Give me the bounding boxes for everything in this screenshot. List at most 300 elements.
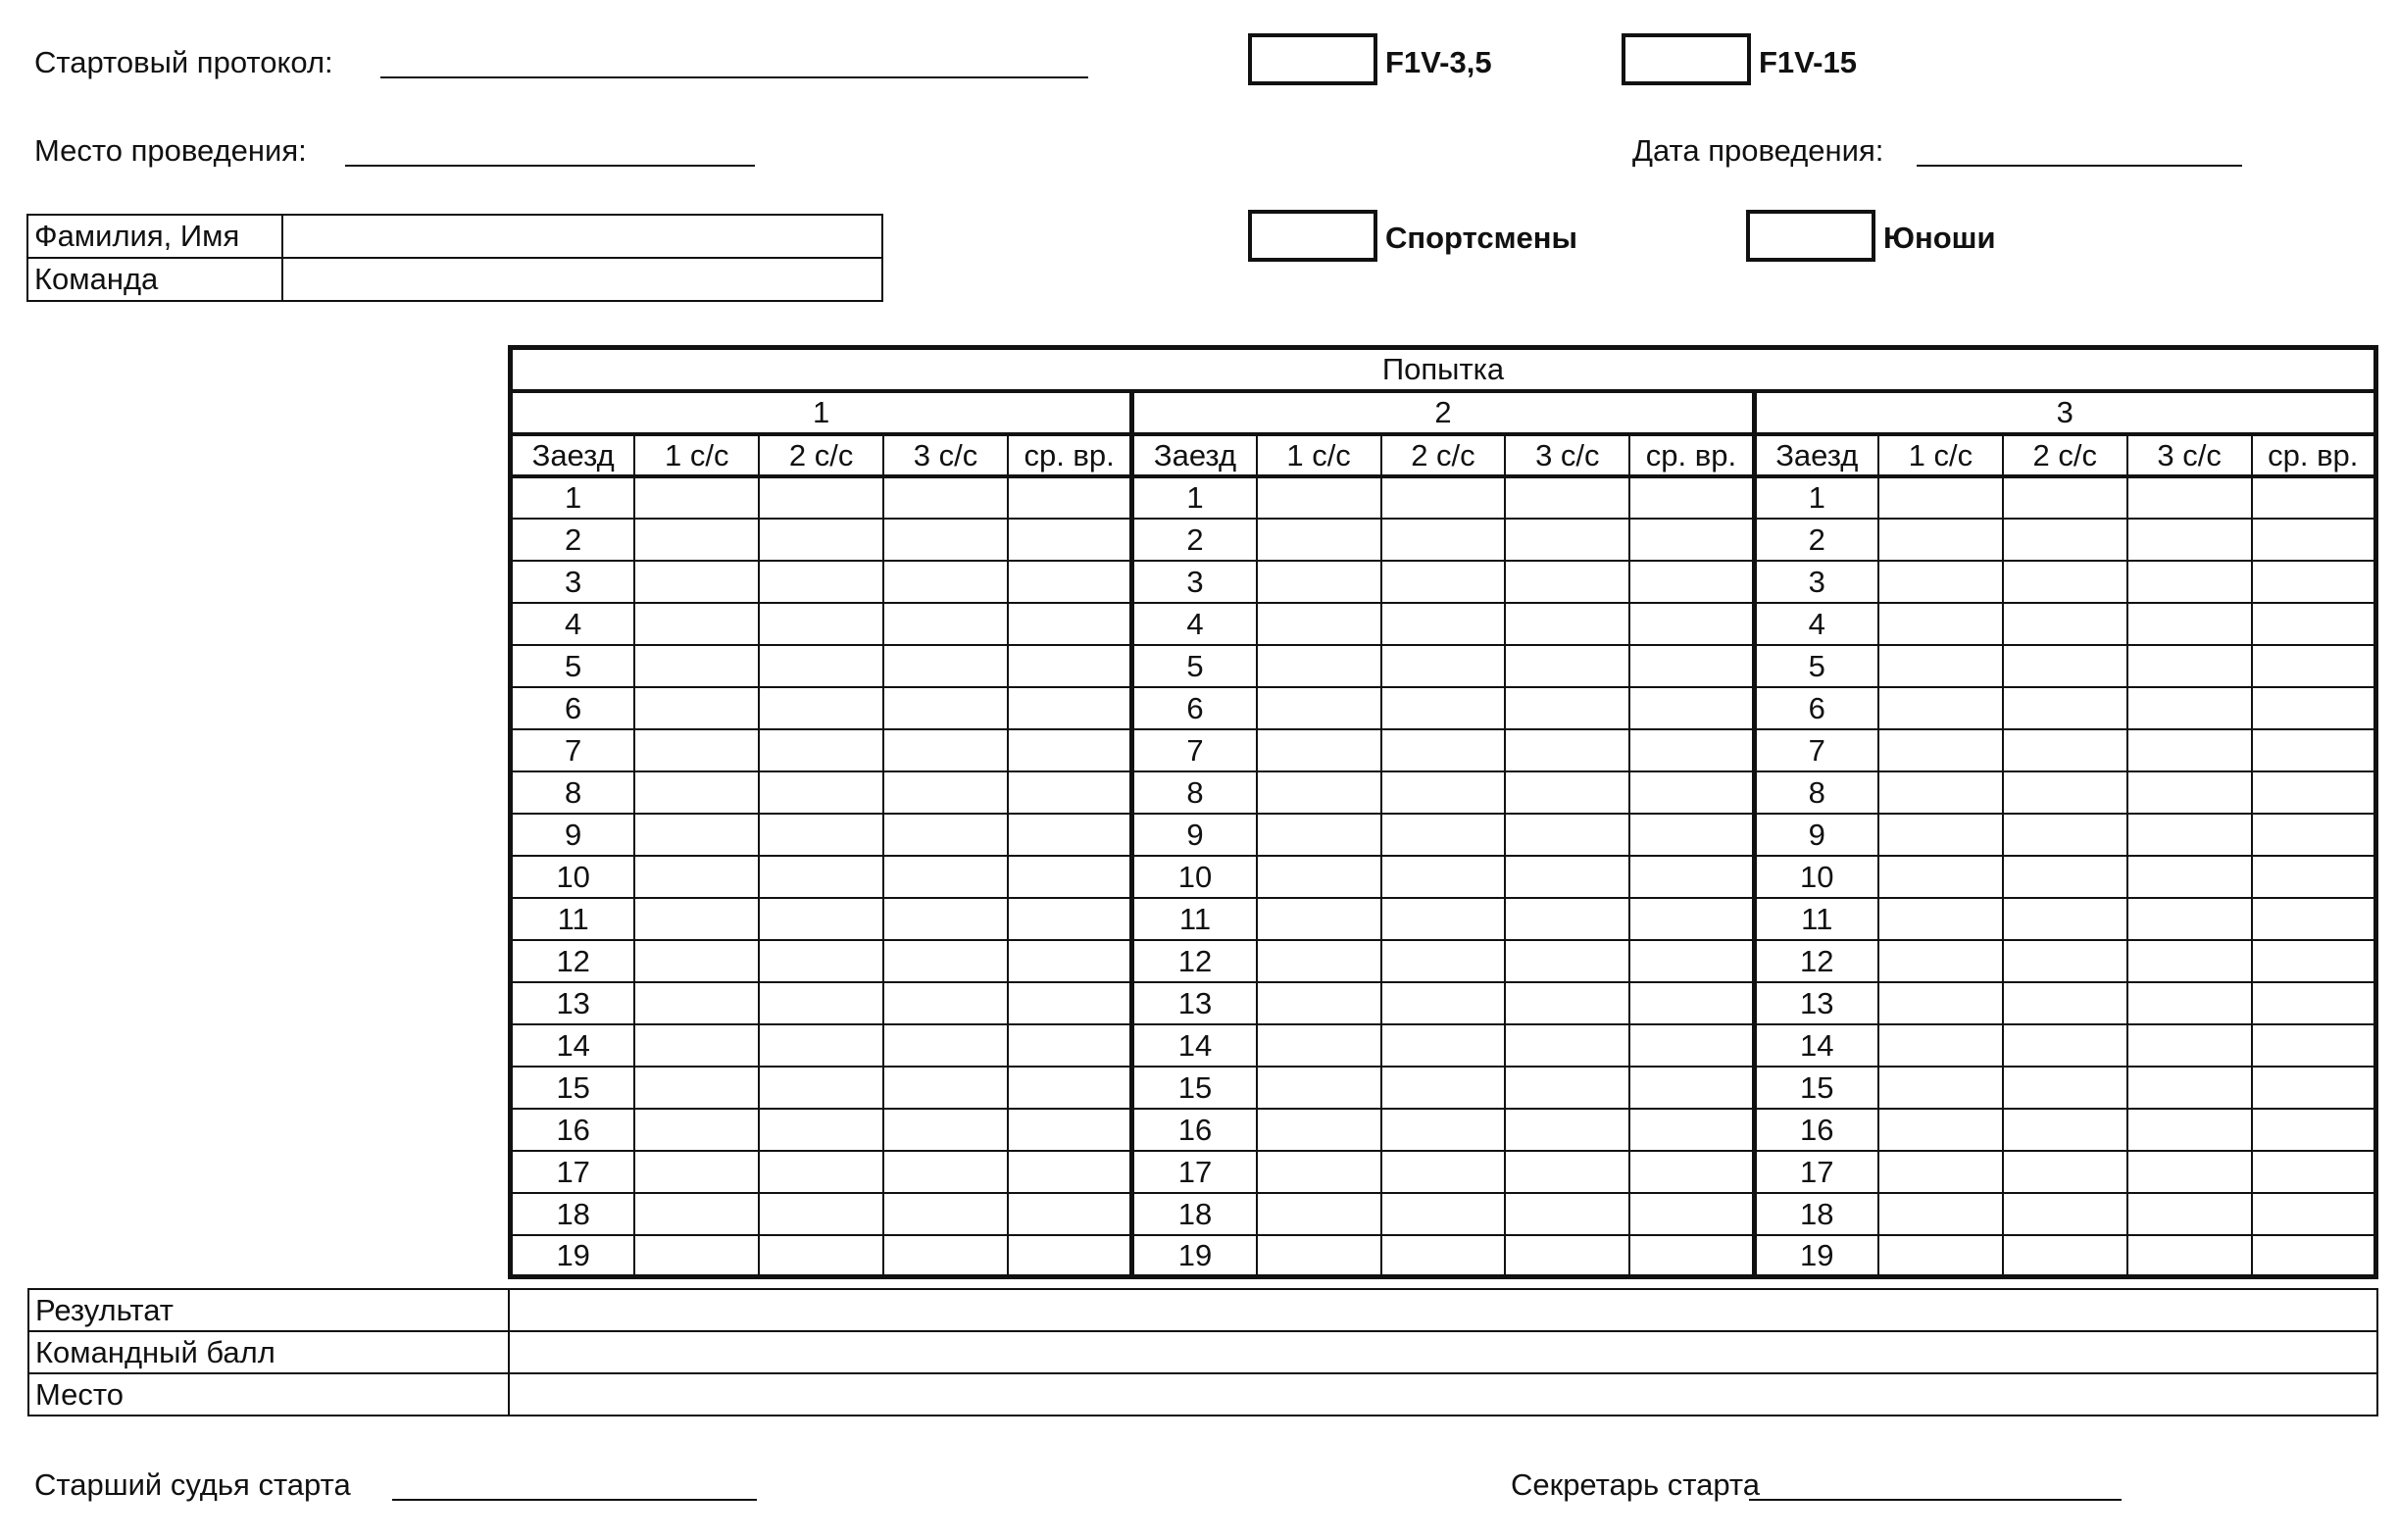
time-cell[interactable] (1878, 645, 2003, 687)
time-cell[interactable] (1257, 982, 1381, 1024)
time-cell[interactable] (1381, 1151, 1506, 1193)
team-field[interactable] (282, 258, 882, 301)
time-cell[interactable] (883, 729, 1008, 771)
time-cell[interactable] (1257, 687, 1381, 729)
time-cell[interactable] (759, 561, 883, 603)
time-cell[interactable] (1505, 1024, 1629, 1067)
attempt-header: 2 (1132, 391, 1754, 434)
time-cell[interactable] (1505, 1151, 1629, 1193)
time-cell[interactable] (883, 476, 1008, 519)
time-cell[interactable] (634, 1151, 759, 1193)
time-cell[interactable] (759, 476, 883, 519)
time-cell[interactable] (1257, 1024, 1381, 1067)
time-cell[interactable] (2127, 1193, 2252, 1235)
time-cell[interactable] (2252, 814, 2376, 856)
time-cell[interactable] (2003, 476, 2127, 519)
time-cell[interactable] (1008, 1024, 1132, 1067)
column-header: Заезд (1132, 434, 1257, 476)
time-cell[interactable] (2003, 1235, 2127, 1277)
time-cell[interactable] (1257, 476, 1381, 519)
time-cell[interactable] (1629, 1235, 1754, 1277)
time-cell[interactable] (2252, 645, 2376, 687)
time-cell[interactable] (2252, 1235, 2376, 1277)
time-cell[interactable] (2003, 729, 2127, 771)
time-cell[interactable] (1878, 814, 2003, 856)
time-cell[interactable] (759, 729, 883, 771)
time-cell[interactable] (1878, 1024, 2003, 1067)
time-cell[interactable] (2252, 603, 2376, 645)
time-cell[interactable] (2252, 982, 2376, 1024)
time-cell[interactable] (1505, 645, 1629, 687)
time-cell[interactable] (1629, 519, 1754, 561)
time-cell[interactable] (2127, 1109, 2252, 1151)
time-cell[interactable] (1008, 1151, 1132, 1193)
time-cell[interactable] (2127, 561, 2252, 603)
time-cell[interactable] (1505, 603, 1629, 645)
time-cell[interactable] (1381, 476, 1506, 519)
time-cell[interactable] (2252, 1024, 2376, 1067)
category-option-1-label: Спортсмены (1385, 221, 1577, 255)
time-cell[interactable] (1381, 603, 1506, 645)
time-cell[interactable] (1257, 1151, 1381, 1193)
attempt-header: 3 (1754, 391, 2375, 434)
time-cell[interactable] (1878, 1151, 2003, 1193)
time-cell[interactable] (883, 771, 1008, 814)
time-cell[interactable] (2003, 645, 2127, 687)
heat-number: 18 (1132, 1193, 1257, 1235)
time-cell[interactable] (1629, 814, 1754, 856)
time-cell[interactable] (2003, 814, 2127, 856)
time-cell[interactable] (2252, 940, 2376, 982)
time-cell[interactable] (1008, 856, 1132, 898)
heat-number: 6 (511, 687, 635, 729)
time-cell[interactable] (1257, 771, 1381, 814)
time-cell[interactable] (2252, 561, 2376, 603)
time-cell[interactable] (759, 603, 883, 645)
heat-number: 7 (1754, 729, 1878, 771)
time-cell[interactable] (1257, 1067, 1381, 1109)
time-cell[interactable] (1381, 1193, 1506, 1235)
time-cell[interactable] (1257, 519, 1381, 561)
time-cell[interactable] (2003, 1109, 2127, 1151)
time-cell[interactable] (2252, 1193, 2376, 1235)
time-cell[interactable] (883, 1151, 1008, 1193)
time-cell[interactable] (1008, 1235, 1132, 1277)
time-cell[interactable] (883, 1024, 1008, 1067)
time-cell[interactable] (634, 814, 759, 856)
heat-number: 1 (1132, 476, 1257, 519)
time-cell[interactable] (1505, 476, 1629, 519)
attempts-table (508, 345, 2378, 1279)
time-cell[interactable] (2003, 519, 2127, 561)
heat-number: 4 (1754, 603, 1878, 645)
time-cell[interactable] (634, 1109, 759, 1151)
heat-number: 18 (1754, 1193, 1878, 1235)
time-cell[interactable] (634, 729, 759, 771)
time-cell[interactable] (759, 645, 883, 687)
heat-row (511, 1193, 2376, 1235)
time-cell[interactable] (1629, 898, 1754, 940)
time-cell[interactable] (1008, 687, 1132, 729)
time-cell[interactable] (759, 898, 883, 940)
protocol-label: Стартовый протокол: (34, 45, 333, 79)
time-cell[interactable] (2003, 1067, 2127, 1109)
time-cell[interactable] (2127, 1024, 2252, 1067)
time-cell[interactable] (1008, 898, 1132, 940)
time-cell[interactable] (1381, 940, 1506, 982)
chief-judge-signature-field[interactable] (392, 1499, 757, 1501)
time-cell[interactable] (1629, 771, 1754, 814)
time-cell[interactable] (1878, 729, 2003, 771)
heat-number: 16 (511, 1109, 635, 1151)
time-cell[interactable] (1257, 603, 1381, 645)
time-cell[interactable] (1381, 519, 1506, 561)
time-cell[interactable] (1878, 898, 2003, 940)
time-cell[interactable] (1008, 519, 1132, 561)
time-cell[interactable] (2252, 476, 2376, 519)
time-cell[interactable] (1878, 771, 2003, 814)
time-cell[interactable] (759, 1193, 883, 1235)
time-cell[interactable] (1629, 645, 1754, 687)
time-cell[interactable] (1629, 1193, 1754, 1235)
time-cell[interactable] (2127, 1151, 2252, 1193)
name-field[interactable] (282, 215, 882, 258)
time-cell[interactable] (1008, 940, 1132, 982)
time-cell[interactable] (1008, 1067, 1132, 1109)
time-cell[interactable] (883, 519, 1008, 561)
time-cell[interactable] (1629, 982, 1754, 1024)
result-value-field[interactable] (509, 1289, 2377, 1331)
time-cell[interactable] (883, 1109, 1008, 1151)
heat-number: 13 (1132, 982, 1257, 1024)
time-cell[interactable] (1629, 940, 1754, 982)
time-cell[interactable] (1008, 1193, 1132, 1235)
heat-number: 12 (1754, 940, 1878, 982)
time-cell[interactable] (1257, 856, 1381, 898)
heat-number: 5 (511, 645, 635, 687)
heat-row (511, 476, 2376, 519)
time-cell[interactable] (1257, 940, 1381, 982)
time-cell[interactable] (1381, 1109, 1506, 1151)
time-cell[interactable] (2127, 729, 2252, 771)
time-cell[interactable] (1505, 561, 1629, 603)
heat-number: 7 (511, 729, 635, 771)
time-cell[interactable] (1381, 814, 1506, 856)
time-cell[interactable] (883, 898, 1008, 940)
time-cell[interactable] (1257, 729, 1381, 771)
category-checkbox-1[interactable] (1248, 210, 1377, 262)
time-cell[interactable] (1008, 476, 1132, 519)
time-cell[interactable] (759, 1235, 883, 1277)
time-cell[interactable] (634, 519, 759, 561)
time-cell[interactable] (883, 1235, 1008, 1277)
time-cell[interactable] (1257, 645, 1381, 687)
time-cell[interactable] (2003, 1193, 2127, 1235)
time-cell[interactable] (759, 856, 883, 898)
time-cell[interactable] (2003, 982, 2127, 1024)
time-cell[interactable] (634, 1235, 759, 1277)
time-cell[interactable] (2003, 603, 2127, 645)
heat-row (511, 603, 2376, 645)
time-cell[interactable] (634, 898, 759, 940)
result-value-field[interactable] (509, 1331, 2377, 1373)
heat-row (511, 982, 2376, 1024)
time-cell[interactable] (2127, 856, 2252, 898)
heat-number: 13 (1754, 982, 1878, 1024)
time-cell[interactable] (1381, 898, 1506, 940)
time-cell[interactable] (2252, 519, 2376, 561)
time-cell[interactable] (1257, 814, 1381, 856)
time-cell[interactable] (1505, 687, 1629, 729)
time-cell[interactable] (759, 940, 883, 982)
time-cell[interactable] (1878, 982, 2003, 1024)
time-cell[interactable] (2252, 856, 2376, 898)
time-cell[interactable] (2003, 561, 2127, 603)
time-cell[interactable] (1505, 1109, 1629, 1151)
protocol-field[interactable] (380, 76, 1088, 78)
time-cell[interactable] (1629, 1024, 1754, 1067)
time-cell[interactable] (883, 645, 1008, 687)
time-cell[interactable] (1878, 856, 2003, 898)
heat-number: 3 (511, 561, 635, 603)
time-cell[interactable] (1381, 1067, 1506, 1109)
time-cell[interactable] (634, 940, 759, 982)
time-cell[interactable] (634, 856, 759, 898)
heat-row (511, 1109, 2376, 1151)
time-cell[interactable] (883, 982, 1008, 1024)
time-cell[interactable] (1505, 519, 1629, 561)
time-cell[interactable] (1257, 561, 1381, 603)
date-field[interactable] (1917, 165, 2242, 167)
time-cell[interactable] (1505, 898, 1629, 940)
time-cell[interactable] (1629, 476, 1754, 519)
time-cell[interactable] (1257, 898, 1381, 940)
result-row (28, 1331, 2377, 1373)
time-cell[interactable] (883, 687, 1008, 729)
secretary-signature-field[interactable] (1749, 1499, 2122, 1501)
result-label: Результат (28, 1289, 509, 1331)
time-cell[interactable] (1505, 1067, 1629, 1109)
time-cell[interactable] (634, 1067, 759, 1109)
time-cell[interactable] (1629, 729, 1754, 771)
time-cell[interactable] (1381, 1235, 1506, 1277)
time-cell[interactable] (1008, 603, 1132, 645)
time-cell[interactable] (883, 814, 1008, 856)
time-cell[interactable] (1505, 940, 1629, 982)
time-cell[interactable] (634, 1024, 759, 1067)
time-cell[interactable] (759, 771, 883, 814)
time-cell[interactable] (2003, 1151, 2127, 1193)
time-cell[interactable] (2252, 1067, 2376, 1109)
team-label: Команда (27, 258, 282, 301)
time-cell[interactable] (1505, 982, 1629, 1024)
time-cell[interactable] (1505, 1193, 1629, 1235)
time-cell[interactable] (1505, 814, 1629, 856)
time-cell[interactable] (1878, 687, 2003, 729)
time-cell[interactable] (1878, 603, 2003, 645)
time-cell[interactable] (2127, 519, 2252, 561)
heat-number: 15 (1132, 1067, 1257, 1109)
heat-row (511, 940, 2376, 982)
time-cell[interactable] (1878, 561, 2003, 603)
result-value-field[interactable] (509, 1373, 2377, 1416)
time-cell[interactable] (634, 561, 759, 603)
time-cell[interactable] (759, 1109, 883, 1151)
time-cell[interactable] (2252, 1109, 2376, 1151)
time-cell[interactable] (2252, 898, 2376, 940)
result-label: Командный балл (28, 1331, 509, 1373)
time-cell[interactable] (759, 982, 883, 1024)
time-cell[interactable] (2252, 729, 2376, 771)
time-cell[interactable] (2127, 603, 2252, 645)
time-cell[interactable] (2127, 1067, 2252, 1109)
time-cell[interactable] (1629, 856, 1754, 898)
time-cell[interactable] (2252, 1151, 2376, 1193)
time-cell[interactable] (1008, 729, 1132, 771)
time-cell[interactable] (634, 771, 759, 814)
time-cell[interactable] (1878, 1235, 2003, 1277)
heat-row (511, 1024, 2376, 1067)
time-cell[interactable] (1008, 1109, 1132, 1151)
heat-row (511, 561, 2376, 603)
column-header: 1 с/с (634, 434, 759, 476)
heat-number: 10 (511, 856, 635, 898)
heat-number: 14 (511, 1024, 635, 1067)
category-checkbox-2[interactable] (1746, 210, 1875, 262)
time-cell[interactable] (2127, 771, 2252, 814)
time-cell[interactable] (1878, 1067, 2003, 1109)
time-cell[interactable] (634, 603, 759, 645)
time-cell[interactable] (2127, 814, 2252, 856)
time-cell[interactable] (759, 687, 883, 729)
time-cell[interactable] (759, 519, 883, 561)
heat-row (511, 729, 2376, 771)
column-header: ср. вр. (1629, 434, 1754, 476)
time-cell[interactable] (883, 561, 1008, 603)
time-cell[interactable] (883, 856, 1008, 898)
time-cell[interactable] (883, 1193, 1008, 1235)
time-cell[interactable] (1381, 1024, 1506, 1067)
time-cell[interactable] (1381, 645, 1506, 687)
time-cell[interactable] (1878, 519, 2003, 561)
time-cell[interactable] (2127, 940, 2252, 982)
time-cell[interactable] (1381, 856, 1506, 898)
time-cell[interactable] (1381, 687, 1506, 729)
time-cell[interactable] (1008, 771, 1132, 814)
time-cell[interactable] (759, 814, 883, 856)
time-cell[interactable] (1629, 561, 1754, 603)
time-cell[interactable] (634, 982, 759, 1024)
class-checkbox-1[interactable] (1248, 33, 1377, 85)
heat-number: 19 (1132, 1235, 1257, 1277)
time-cell[interactable] (2003, 940, 2127, 982)
heat-number: 2 (511, 519, 635, 561)
heat-number: 17 (1132, 1151, 1257, 1193)
time-cell[interactable] (1629, 1067, 1754, 1109)
result-label: Место (28, 1373, 509, 1416)
class-checkbox-2[interactable] (1622, 33, 1751, 85)
time-cell[interactable] (1008, 561, 1132, 603)
heat-number: 1 (1754, 476, 1878, 519)
time-cell[interactable] (2127, 476, 2252, 519)
time-cell[interactable] (634, 1193, 759, 1235)
time-cell[interactable] (2003, 771, 2127, 814)
time-cell[interactable] (2003, 856, 2127, 898)
time-cell[interactable] (1381, 982, 1506, 1024)
time-cell[interactable] (2003, 898, 2127, 940)
heat-number: 19 (511, 1235, 635, 1277)
time-cell[interactable] (1505, 729, 1629, 771)
time-cell[interactable] (1257, 1193, 1381, 1235)
time-cell[interactable] (759, 1024, 883, 1067)
heat-row (511, 687, 2376, 729)
time-cell[interactable] (2127, 687, 2252, 729)
time-cell[interactable] (2127, 898, 2252, 940)
column-header: ср. вр. (2252, 434, 2376, 476)
time-cell[interactable] (1629, 1109, 1754, 1151)
time-cell[interactable] (883, 603, 1008, 645)
time-cell[interactable] (2252, 771, 2376, 814)
time-cell[interactable] (1629, 687, 1754, 729)
result-row (28, 1289, 2377, 1331)
time-cell[interactable] (1629, 1151, 1754, 1193)
time-cell[interactable] (2003, 1024, 2127, 1067)
time-cell[interactable] (1629, 603, 1754, 645)
heat-number: 11 (511, 898, 635, 940)
date-label: Дата проведения: (1632, 133, 1884, 168)
time-cell[interactable] (1008, 645, 1132, 687)
heat-number: 8 (1754, 771, 1878, 814)
time-cell[interactable] (883, 940, 1008, 982)
time-cell[interactable] (1257, 1109, 1381, 1151)
time-cell[interactable] (759, 1151, 883, 1193)
time-cell[interactable] (1381, 561, 1506, 603)
time-cell[interactable] (2127, 1235, 2252, 1277)
time-cell[interactable] (1381, 771, 1506, 814)
time-cell[interactable] (2127, 645, 2252, 687)
time-cell[interactable] (1505, 771, 1629, 814)
time-cell[interactable] (1878, 940, 2003, 982)
time-cell[interactable] (1878, 1109, 2003, 1151)
time-cell[interactable] (1505, 1235, 1629, 1277)
time-cell[interactable] (2252, 687, 2376, 729)
time-cell[interactable] (634, 476, 759, 519)
heat-number: 14 (1754, 1024, 1878, 1067)
time-cell[interactable] (634, 687, 759, 729)
time-cell[interactable] (883, 1067, 1008, 1109)
time-cell[interactable] (2003, 687, 2127, 729)
time-cell[interactable] (1381, 729, 1506, 771)
time-cell[interactable] (759, 1067, 883, 1109)
time-cell[interactable] (2127, 982, 2252, 1024)
heat-number: 14 (1132, 1024, 1257, 1067)
time-cell[interactable] (1008, 814, 1132, 856)
heat-number: 10 (1754, 856, 1878, 898)
venue-field[interactable] (345, 165, 755, 167)
time-cell[interactable] (1505, 856, 1629, 898)
heat-row (511, 898, 2376, 940)
heat-number: 17 (511, 1151, 635, 1193)
time-cell[interactable] (1878, 476, 2003, 519)
heat-row (511, 856, 2376, 898)
column-header: 2 с/с (2003, 434, 2127, 476)
time-cell[interactable] (1878, 1193, 2003, 1235)
heat-number: 5 (1132, 645, 1257, 687)
time-cell[interactable] (1008, 982, 1132, 1024)
heat-number: 11 (1754, 898, 1878, 940)
time-cell[interactable] (634, 645, 759, 687)
time-cell[interactable] (1257, 1235, 1381, 1277)
